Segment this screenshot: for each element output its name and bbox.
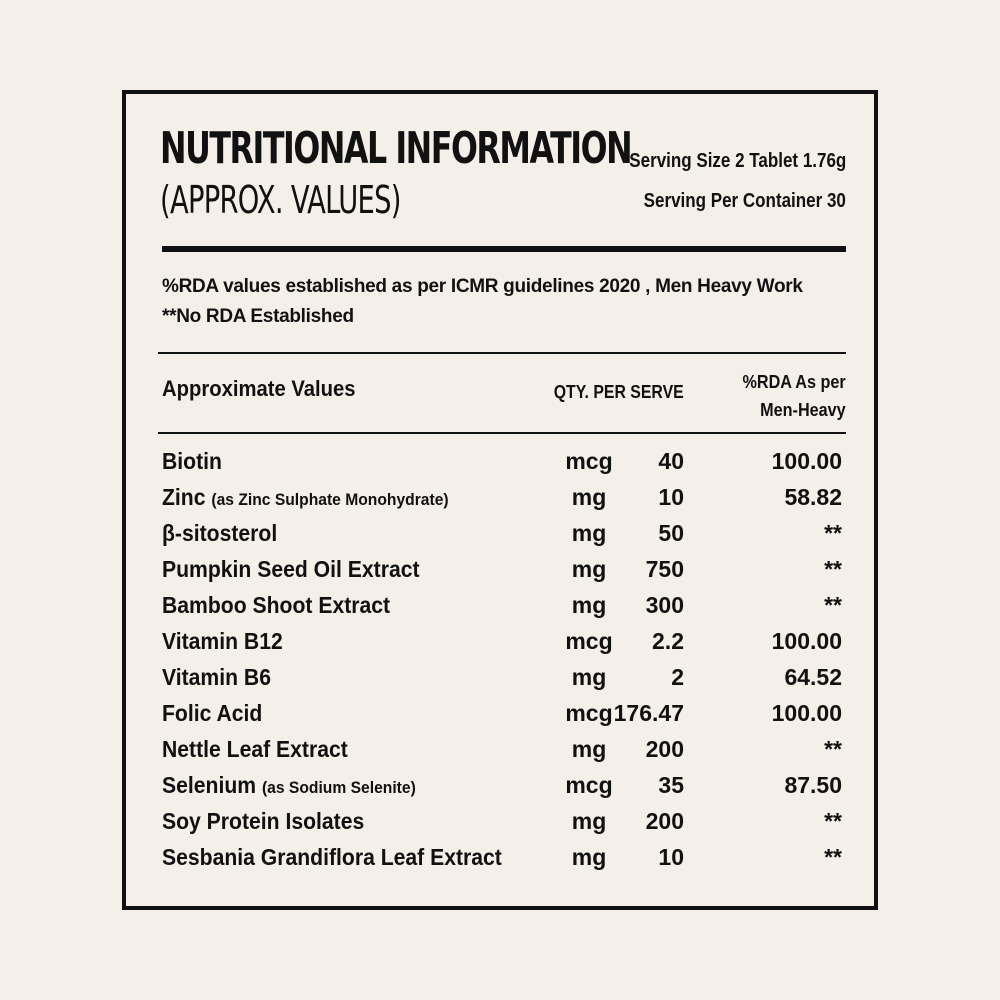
header-divider <box>162 246 846 252</box>
nutrient-name: Selenium (as Sodium Selenite) <box>162 772 416 798</box>
column-header-qty: QTY. PER SERVE <box>554 382 684 402</box>
nutrient-name: Bamboo Shoot Extract <box>162 592 391 618</box>
nutrient-name: Soy Protein Isolates <box>162 808 365 834</box>
nutrient-name: Biotin <box>162 448 222 474</box>
nutrient-qty: 176.47 <box>613 700 684 726</box>
table-row <box>162 768 846 804</box>
table-row <box>162 444 846 480</box>
nutrient-unit: mg <box>571 808 607 834</box>
nutrient-name: β-sitosterol <box>162 520 278 546</box>
nutrient-unit: mg <box>571 556 607 582</box>
nutrient-unit: mg <box>571 592 607 618</box>
table-row <box>162 516 846 552</box>
nutrient-name: Nettle Leaf Extract <box>162 736 348 762</box>
nutrient-unit: mg <box>571 520 607 546</box>
table-row <box>162 732 846 768</box>
nutrient-qty: 300 <box>645 592 684 618</box>
nutrient-unit: mcg <box>565 448 613 474</box>
table-row <box>162 804 846 840</box>
nutrient-qty: 200 <box>645 736 684 762</box>
nutrient-name: Sesbania Grandiflora Leaf Extract <box>162 844 502 870</box>
nutrient-rda: ** <box>824 520 842 546</box>
rda-note: %RDA values established as per ICMR guidelines 2020 , Men Heavy Work **No RDA Established <box>162 276 803 327</box>
nutrient-name: Folic Acid <box>162 700 263 726</box>
table-row <box>162 588 846 624</box>
nutrient-rda: ** <box>824 844 842 870</box>
column-header-rda-line1: %RDA As per <box>742 372 846 392</box>
panel-title: NUTRITIONAL INFORMATION <box>160 123 632 174</box>
servings-per-container: Serving Per Container 30 <box>643 190 846 212</box>
nutrient-rda: 100.00 <box>771 448 842 474</box>
nutrient-name: Zinc (as Zinc Sulphate Monohydrate) <box>162 484 449 510</box>
nutrient-qty: 750 <box>645 556 684 582</box>
nutrient-qty: 2 <box>671 664 684 690</box>
table-header-divider <box>158 432 846 434</box>
nutrient-qty: 40 <box>658 448 684 474</box>
nutrition-panel <box>122 90 878 910</box>
note-divider <box>158 352 846 354</box>
column-header-rda-line2: Men-Heavy <box>760 400 846 420</box>
nutrient-unit: mcg <box>565 628 613 654</box>
nutrient-rda: ** <box>824 808 842 834</box>
serving-size: Serving Size 2 Tablet 1.76g <box>628 150 846 172</box>
column-header-rda <box>743 368 846 424</box>
panel-subtitle: (APPROX. VALUES) <box>160 178 401 222</box>
nutrient-unit: mg <box>571 736 607 762</box>
nutrient-qty: 50 <box>658 520 684 546</box>
nutrient-rda: 100.00 <box>771 628 842 654</box>
nutrient-rda: ** <box>824 736 842 762</box>
nutrient-name: Vitamin B12 <box>162 628 283 654</box>
nutrient-unit: mcg <box>565 700 613 726</box>
table-row <box>162 552 846 588</box>
table-row <box>162 624 846 660</box>
table-row <box>162 696 846 732</box>
column-header-name: Approximate Values <box>162 376 356 401</box>
nutrient-rda: 64.52 <box>784 664 842 690</box>
nutrient-rda: 100.00 <box>771 700 842 726</box>
nutrient-unit: mg <box>571 664 607 690</box>
nutrient-unit: mg <box>571 844 607 870</box>
nutrient-qty: 10 <box>658 484 684 510</box>
nutrient-table <box>162 444 846 876</box>
nutrient-rda: ** <box>824 592 842 618</box>
nutrient-qty: 10 <box>658 844 684 870</box>
table-row <box>162 480 846 516</box>
nutrient-rda: 58.82 <box>784 484 842 510</box>
nutrient-unit: mcg <box>565 772 613 798</box>
nutrient-name: Vitamin B6 <box>162 664 271 690</box>
nutrient-qty: 35 <box>658 772 684 798</box>
nutrient-qty: 2.2 <box>652 628 684 654</box>
nutrient-rda: 87.50 <box>784 772 842 798</box>
table-row <box>162 660 846 696</box>
nutrient-qty: 200 <box>645 808 684 834</box>
nutrient-rda: ** <box>824 556 842 582</box>
nutrient-unit: mg <box>571 484 607 510</box>
table-row <box>162 840 846 876</box>
nutrient-name: Pumpkin Seed Oil Extract <box>162 556 420 582</box>
